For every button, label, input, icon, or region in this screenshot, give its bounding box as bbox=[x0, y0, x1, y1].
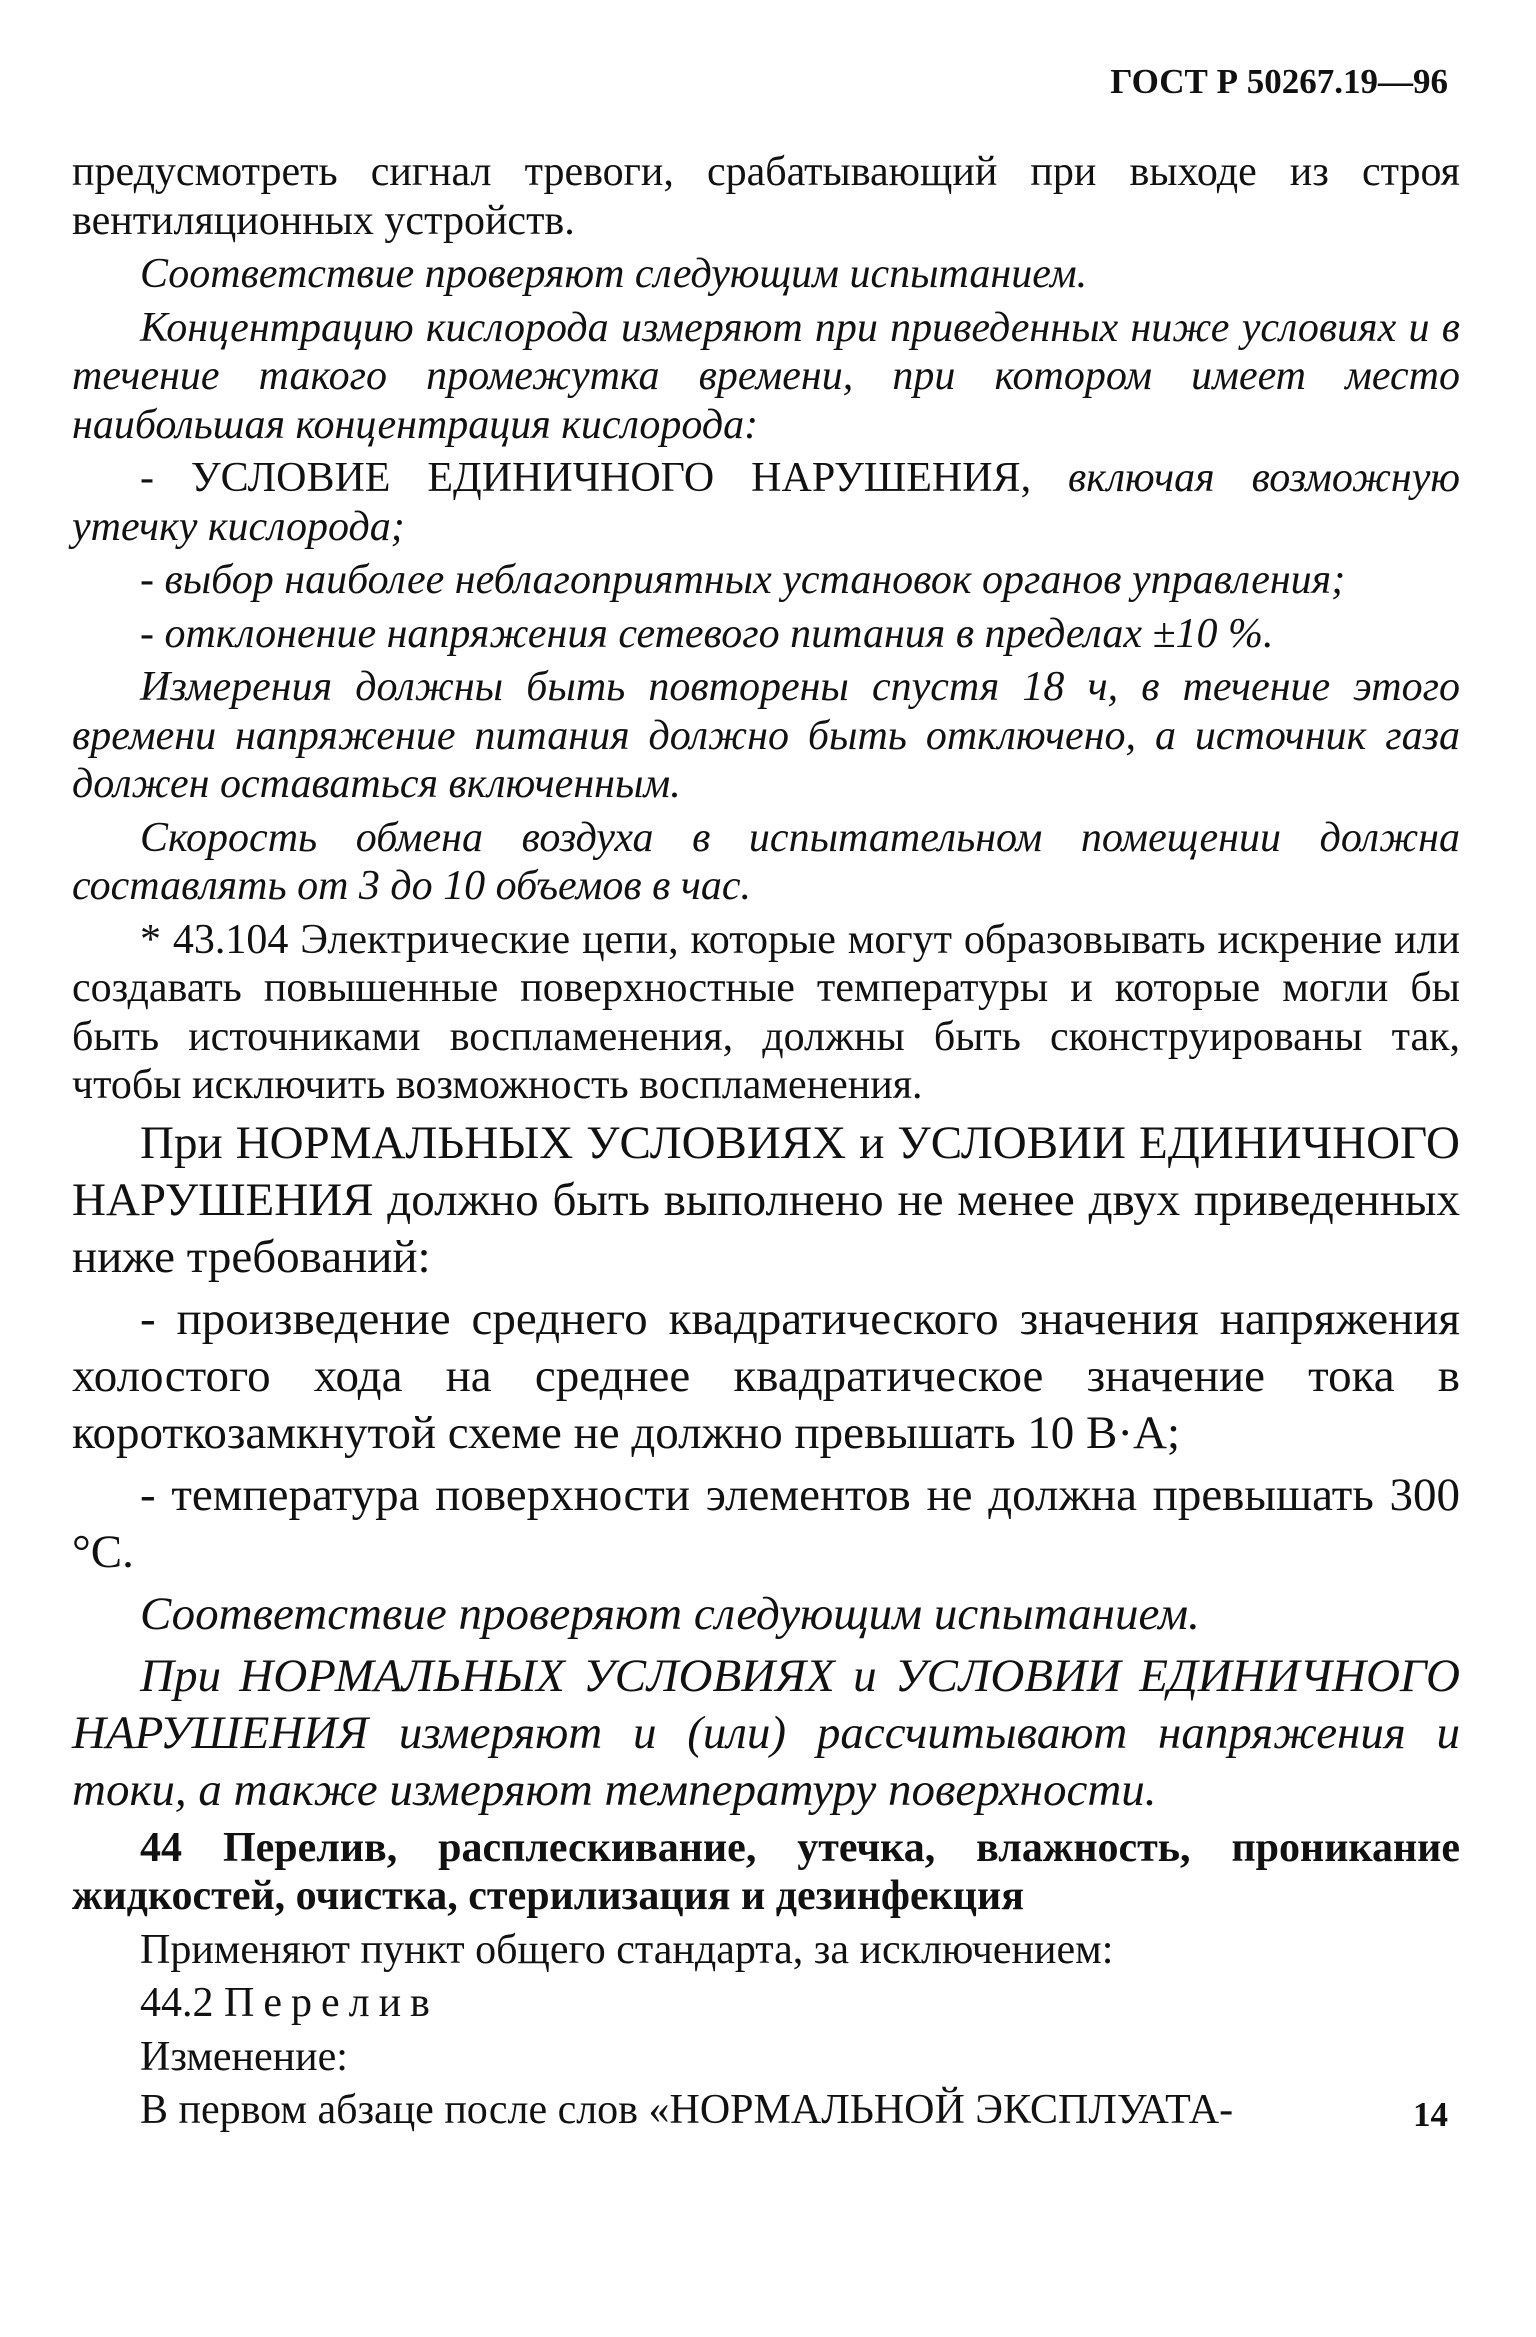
single-fault-rest: включая возможную утечку кислорода; bbox=[72, 455, 1460, 550]
paragraph-air-exchange: Скорость обмена воздуха в испытательном помещении должна составлять от 3 до 10 объемов в час. bbox=[72, 814, 1460, 909]
paragraph-measurement-conditions: При НОРМАЛЬНЫХ УСЛОВИЯХ и УСЛОВИИ ЕДИНИЧНОГО НАРУШЕНИЯ измеряют и (или) рассчитывают напряжения и токи, а также измеряют температуру поверхности. bbox=[72, 1649, 1460, 1816]
list-item-surface-temperature: - температура поверхности элементов не должна превышать 300 °С. bbox=[72, 1468, 1460, 1578]
paragraph-applies: Применяют пункт общего стандарта, за исключением: bbox=[140, 1926, 1114, 1973]
single-fault-term: - УСЛОВИЕ ЕДИНИЧНОГО НАРУШЕНИЯ, bbox=[140, 455, 1032, 501]
document-body bbox=[72, 148, 1460, 2140]
paragraph: предусмотреть сигнал тревоги, срабатывающий при выходе из строя вентиляционных устройств. bbox=[72, 149, 1460, 244]
clause-43-104: * 43.104 Электрические цепи, которые могут образовывать искрение или создавать повышенные поверхностные температуры и которые могли бы быть источниками воспламенения, должны быть сконструированы так, чтобы исключить возможность воспламенения. bbox=[72, 916, 1460, 1108]
paragraph-compliance-note: Соответствие проверяют следующим испытанием. bbox=[140, 251, 1088, 297]
list-item-power-product: - произведение среднего квадратического значения напряжения холостого хода на среднее квадратическое значение тока в короткозамкнутой схеме не должно превышать 10 В·А; bbox=[72, 1292, 1460, 1459]
section-heading-44: 44 Перелив, расплескивание, утечка, влажность, проникание жидкостей, очистка, стерилизация и дезинфекция bbox=[72, 1824, 1460, 1919]
list-item-voltage: - отклонение напряжения сетевого питания в пределах ±10 %. bbox=[140, 610, 1274, 657]
paragraph-oxygen-measurement: Концентрацию кислорода измеряют при приведенных ниже условиях и в течение такого промежутка времени, при котором имеет место наибольшая концентрация кислорода: bbox=[72, 304, 1460, 448]
paragraph-change-text: В первом абзаце после слов «НОРМАЛЬНОЙ ЭКСПЛУАТА- bbox=[140, 2087, 1234, 2133]
paragraph-change-label: Изменение: bbox=[140, 2033, 348, 2080]
document-code-header: ГОСТ Р 50267.19—96 bbox=[1110, 62, 1448, 101]
subclause-44-2 bbox=[72, 1979, 1460, 2028]
paragraph-repeat-measurement: Измерения должны быть повторены спустя 18 ч, в течение этого времени напряжение питания должно быть отключено, а источник газа должен оставаться включенным. bbox=[72, 664, 1460, 807]
subclause-title: Перелив bbox=[224, 1980, 439, 2026]
page-number: 14 bbox=[1413, 2095, 1448, 2134]
paragraph-compliance-note-2: Соответствие проверяют следующим испытанием. bbox=[140, 1587, 1200, 1640]
paragraph-requirements-intro: При НОРМАЛЬНЫХ УСЛОВИЯХ и УСЛОВИИ ЕДИНИЧНОГО НАРУШЕНИЯ должно быть выполнено не менее двух приведенных ниже требований: bbox=[72, 1116, 1460, 1283]
list-item-controls: - выбор наиболее неблагоприятных установок органов управления; bbox=[140, 557, 1346, 603]
list-item-single-fault bbox=[72, 454, 1460, 551]
subclause-number: 44.2 bbox=[140, 1980, 224, 2026]
